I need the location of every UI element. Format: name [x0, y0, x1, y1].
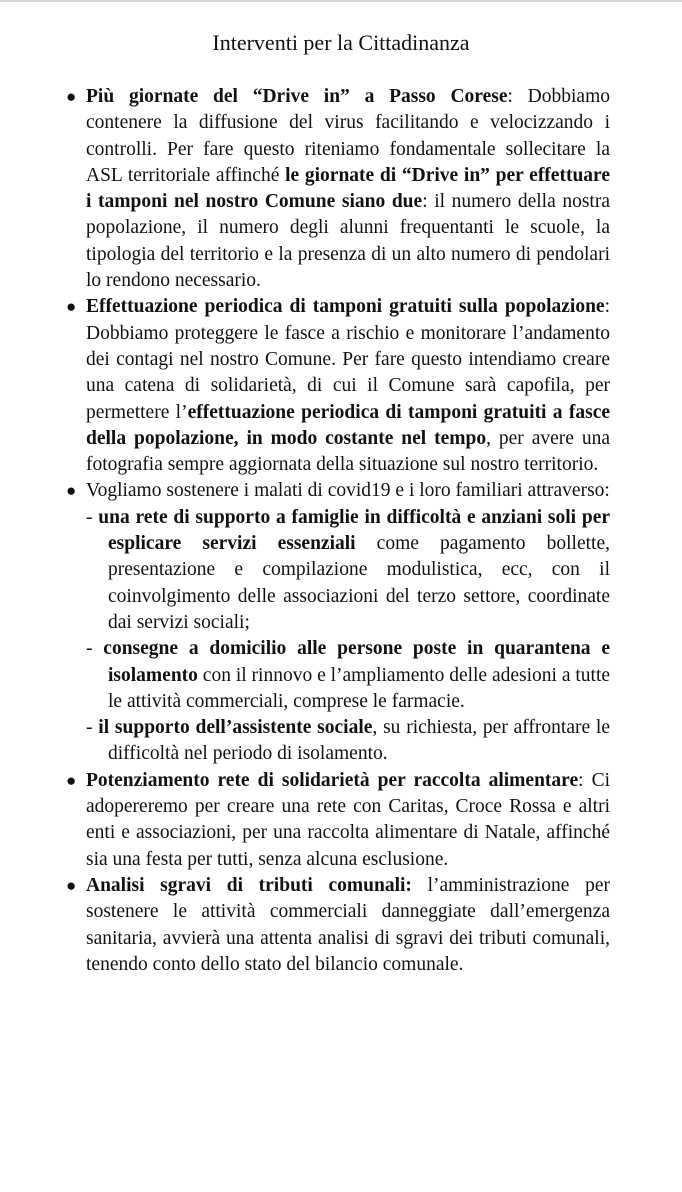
bullet-icon: ●	[66, 297, 77, 317]
item-text: l’amministrazione per sostenere le attività commerciali danneggiate dall’emergenza sanitaria, avvierà una attenta analisi di sgravi dei tributi comunali, tenendo conto dello stato del bilancio comunale.	[86, 874, 610, 975]
bullet-icon: ●	[66, 481, 77, 501]
dash-marker: -	[86, 638, 93, 660]
sub-item-heading: il supporto dell’assistente sociale	[98, 717, 373, 739]
item-text: : Dobbiamo proteggere le fasce a rischio e monitorare l’andamento dei contagi nel nostro Comune. Per fare questo intendiamo creare una catena di solidarietà, di cui il Comune sarà capofila, per permettere l’	[86, 296, 610, 423]
sub-item-text: , su richiesta, per affrontare le difficoltà nel periodo di isolamento.	[108, 717, 610, 765]
item-text: : il numero della nostra popolazione, il numero degli alunni frequentanti le scuole, la tipologia del territorio e la presenza di un alto numero di pendolari lo rendono necessario.	[86, 191, 610, 292]
item-text: : Dobbiamo contenere la diffusione del virus facilitando e velocizzando i controlli. Per fare questo riteniamo fondamentale sollecitare la ASL territoriale affinché	[86, 86, 610, 186]
sub-item-consegne	[66, 636, 610, 715]
bullet-icon: ●	[66, 87, 77, 106]
page-title: Interventi per la Cittadinanza	[212, 30, 470, 55]
item-text: , per avere una fotografia sempre aggiornata della situazione sul nostro territorio.	[86, 427, 610, 476]
dash-marker: -	[86, 506, 93, 528]
list-item-sgravi-tributi	[66, 873, 610, 978]
item-heading: Effettuazione periodica di tamponi gratuiti sulla popolazione	[86, 296, 605, 318]
top-border-line	[0, 0, 682, 2]
item-emphasis: effettuazione periodica di tamponi gratuiti a fasce della popolazione, in modo costante nel tempo	[86, 401, 610, 449]
dash-marker: -	[86, 717, 93, 739]
list-item-raccolta-alimentare	[66, 768, 610, 873]
item-emphasis: le giornate di “Drive in” per effettuare i tamponi nel nostro Comune siano due	[86, 164, 610, 213]
sub-item-heading: consegne a domicilio alle persone poste in quarantena e isolamento	[103, 638, 610, 686]
sub-item-heading: una rete di supporto a famiglie in difficoltà e anziani soli per esplicare servizi essenziali	[98, 506, 610, 555]
document-body	[66, 84, 610, 978]
item-text: : Ci adopereremo per creare una rete con Caritas, Croce Rossa e altri enti e associazioni, per una raccolta alimentare di Natale, affinché sia una festa per tutti, senza alcuna esclusione.	[86, 769, 610, 870]
bullet-icon: ●	[66, 875, 77, 895]
item-intro: Vogliamo sostenere i malati di covid19 e i loro familiari attraverso:	[86, 480, 610, 502]
list-item-sostegno-malati	[66, 478, 610, 504]
item-heading: Analisi sgravi di tributi comunali:	[86, 874, 412, 896]
item-heading: Potenziamento rete di solidarietà per raccolta alimentare	[86, 769, 579, 791]
list-item-drive-in	[66, 84, 610, 294]
list-item-tamponi	[66, 294, 610, 478]
sub-item-assistente-sociale	[66, 715, 610, 768]
item-heading: Più giornate del “Drive in” a Passo Corese	[86, 86, 508, 107]
bullet-icon: ●	[66, 770, 77, 790]
sub-item-text: come pagamento bollette, presentazione e compilazione modulistica, ecc, con il coinvolgimento delle associazioni del terzo settore, coordinate dai servizi sociali;	[108, 533, 610, 633]
sub-item-rete-supporto	[66, 505, 610, 636]
sub-item-text: con il rinnovo e l’ampliamento delle adesioni a tutte le attività commerciali, comprese le farmacie.	[108, 664, 611, 712]
